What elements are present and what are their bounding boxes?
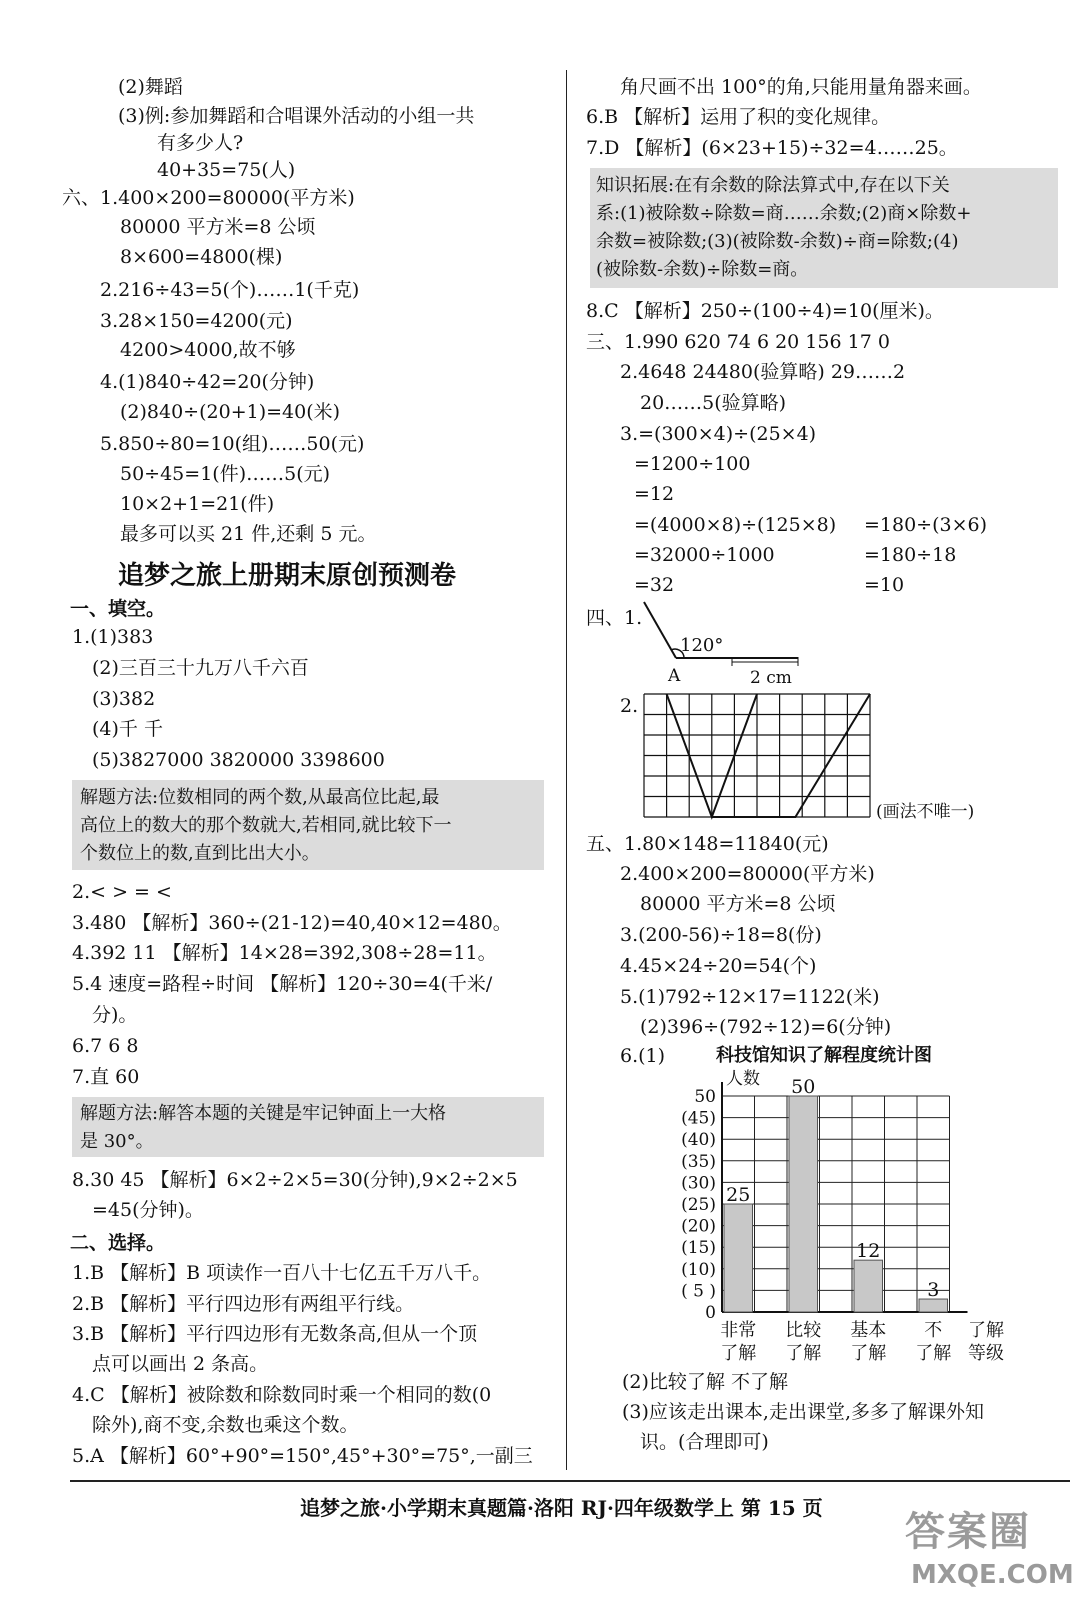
data-label: 50 bbox=[791, 1076, 816, 1098]
point-label: A bbox=[668, 666, 681, 686]
answer-line: 40+35=75(人) bbox=[157, 159, 296, 181]
answer-line: (3)例:参加舞蹈和合唱课外活动的小组一共 bbox=[118, 105, 475, 127]
answer-line: 7.D 【解析】(6×23+15)÷32=4……25。 bbox=[586, 137, 958, 159]
data-label: 12 bbox=[856, 1240, 881, 1263]
tip-line: (被除数-余数)÷除数=商。 bbox=[596, 259, 809, 280]
answer-line: 2.4648 24480(验算略) 29……2 bbox=[620, 361, 906, 383]
tip-line: 系:(1)被除数÷除数=商……余数;(2)商×除数+ bbox=[596, 203, 972, 224]
y-tick-label: 0 bbox=[705, 1303, 716, 1323]
answer-line: 6.B 【解析】运用了积的变化规律。 bbox=[586, 106, 891, 128]
column-divider bbox=[566, 70, 567, 1470]
part-heading: 二、选择。 bbox=[70, 1232, 166, 1254]
answer-line: 五、1.80×148=11840(元) bbox=[586, 833, 829, 855]
answer-line: =32 bbox=[634, 574, 675, 596]
answer-line: 最多可以买 21 件,还剩 5 元。 bbox=[120, 523, 377, 545]
answer-line: 角尺画不出 100°的角,只能用量角器来画。 bbox=[620, 76, 982, 98]
answer-line: (2)三百三十九万八千六百 bbox=[92, 657, 309, 679]
tip-line: 是 30°。 bbox=[80, 1131, 154, 1152]
y-tick-label: (45) bbox=[681, 1108, 716, 1129]
answer-line: 3.480 【解析】360÷(21-12)=40,40×12=480。 bbox=[72, 912, 512, 934]
answer-line: 50÷45=1(件)……5(元) bbox=[120, 463, 331, 485]
answer-line: (2)396÷(792÷12)=6(分钟) bbox=[640, 1016, 892, 1038]
answer-line: 4.C 【解析】被除数和除数同时乘一个相同的数(0 bbox=[72, 1384, 492, 1406]
y-tick-label: (40) bbox=[681, 1130, 716, 1151]
y-tick-label: (15) bbox=[681, 1238, 716, 1259]
answer-line: 分)。 bbox=[92, 1004, 138, 1026]
answer-line: 4.392 11 【解析】14×28=392,308÷28=11。 bbox=[72, 942, 497, 964]
section-title: 追梦之旅上册期末原创预测卷 bbox=[118, 561, 457, 591]
answer-line: 2.216÷43=5(个)……1(千克) bbox=[100, 279, 360, 301]
answer-line: 六、1.400×200=80000(平方米) bbox=[62, 187, 355, 209]
category-label: 非常 bbox=[720, 1320, 757, 1341]
answer-line: (2)舞蹈 bbox=[118, 76, 183, 98]
category-label: 了解 bbox=[785, 1343, 822, 1364]
y-tick-label: (20) bbox=[681, 1216, 716, 1237]
y-tick-label: (30) bbox=[681, 1173, 716, 1194]
tip-line: 知识拓展:在有余数的除法算式中,存在以下关 bbox=[596, 175, 950, 196]
part-heading: 一、填空。 bbox=[70, 598, 166, 620]
question-label: 四、1. bbox=[586, 607, 643, 629]
answer-line: 4200>4000,故不够 bbox=[120, 339, 296, 361]
answer-line: 5.4 速度=路程÷时间 【解析】120÷30=4(千米/ bbox=[72, 973, 493, 995]
answer-line: 3.(200-56)÷18=8(份) bbox=[620, 924, 822, 946]
category-label: 了解 bbox=[720, 1343, 757, 1364]
bar bbox=[789, 1096, 818, 1312]
answer-line: =(4000×8)÷(125×8) bbox=[634, 514, 837, 536]
answer-line: 三、1.990 620 74 6 20 156 17 0 bbox=[586, 331, 890, 353]
answer-line: 识。(合理即可) bbox=[640, 1431, 769, 1453]
answer-line: (3)382 bbox=[92, 688, 156, 710]
answer-line: (5)3827000 3820000 3398600 bbox=[92, 749, 385, 771]
answer-line: 5.(1)792÷12×17=1122(米) bbox=[620, 986, 880, 1008]
tip-line: 解题方法:位数相同的两个数,从最高位比起,最 bbox=[80, 787, 440, 808]
y-tick-label: (10) bbox=[681, 1259, 716, 1280]
data-label: 25 bbox=[726, 1184, 751, 1206]
y-tick-label: (25) bbox=[681, 1195, 716, 1215]
tip-line: 高位上的数大的那个数就大,若相同,就比较下一 bbox=[80, 815, 452, 836]
answer-line: (3)应该走出课本,走出课堂,多多了解课外知 bbox=[622, 1401, 984, 1423]
answer-line: =12 bbox=[634, 483, 675, 505]
answer-line: 点可以画出 2 条高。 bbox=[92, 1353, 269, 1375]
category-label: 等级 bbox=[968, 1343, 1004, 1364]
footer-rule bbox=[70, 1480, 1070, 1482]
answer-line: 3.B 【解析】平行四边形有无数条高,但从一个顶 bbox=[72, 1323, 478, 1345]
category-label: 不 bbox=[924, 1320, 943, 1341]
y-tick-label: ( 5 ) bbox=[681, 1281, 716, 1302]
question-label: 2. bbox=[620, 695, 639, 717]
category-label: 了解 bbox=[915, 1343, 952, 1364]
answer-line: 80000 平方米=8 公顷 bbox=[640, 893, 836, 915]
category-label: 了解 bbox=[968, 1320, 1004, 1341]
category-label: 基本 bbox=[850, 1320, 887, 1341]
answer-line: 10×2+1=21(件) bbox=[120, 493, 275, 515]
answer-line: 3.28×150=4200(元) bbox=[100, 310, 293, 332]
bar-chart bbox=[572, 1066, 1072, 1366]
answer-line: 5.850÷80=10(组)……50(元) bbox=[100, 433, 365, 455]
tip-line: 解题方法:解答本题的关键是牢记钟面上一大格 bbox=[80, 1103, 447, 1124]
answer-line: (2)840÷(20+1)=40(米) bbox=[120, 401, 341, 423]
answer-line: =10 bbox=[864, 574, 905, 596]
answer-line: 8×600=4800(棵) bbox=[120, 246, 283, 268]
answer-line: 4.(1)840÷42=20(分钟) bbox=[100, 371, 315, 393]
chart-title: 科技馆知识了解程度统计图 bbox=[716, 1045, 932, 1066]
drawing-note: (画法不唯一) bbox=[876, 802, 975, 822]
answer-line: 1.B 【解析】B 项读作一百八十七亿五千万八千。 bbox=[72, 1262, 492, 1284]
answer-line: 5.A 【解析】60°+90°=150°,45°+30°=75°,一副三 bbox=[72, 1445, 533, 1467]
trapezoid-grid bbox=[642, 692, 872, 822]
answer-line: 3.=(300×4)÷(25×4) bbox=[620, 423, 817, 445]
tip-line: 余数=被除数;(3)(被除数-余数)÷商=除数;(4) bbox=[596, 231, 959, 252]
answer-line: =180÷(3×6) bbox=[864, 514, 988, 536]
length-label: 2 cm bbox=[750, 668, 792, 688]
data-label: 3 bbox=[927, 1279, 940, 1302]
watermark-logo bbox=[905, 1500, 1075, 1595]
y-axis-label: 人数 bbox=[726, 1069, 760, 1089]
answer-line: (2)比较了解 不了解 bbox=[622, 1371, 788, 1393]
y-tick-label: (35) bbox=[681, 1151, 716, 1172]
answer-line: 有多少人? bbox=[157, 132, 244, 154]
angle-label: 120° bbox=[680, 635, 724, 656]
answer-line: =45(分钟)。 bbox=[92, 1199, 204, 1221]
answer-line: 80000 平方米=8 公顷 bbox=[120, 216, 316, 238]
answer-line: 2.B 【解析】平行四边形有两组平行线。 bbox=[72, 1293, 415, 1315]
answer-line: 6.7 6 8 bbox=[72, 1035, 139, 1057]
y-tick-label: 50 bbox=[694, 1087, 716, 1107]
answer-line: =180÷18 bbox=[864, 544, 957, 566]
page-footer: 追梦之旅·小学期末真题篇·洛阳 RJ·四年级数学上 第 15 页 bbox=[300, 1496, 823, 1520]
answer-line: 8.30 45 【解析】6×2÷2×5=30(分钟),9×2÷2×5 bbox=[72, 1169, 518, 1191]
answer-line: 7.直 60 bbox=[72, 1066, 140, 1088]
answer-line: 4.45×24÷20=54(个) bbox=[620, 955, 817, 977]
answer-line: 1.(1)383 bbox=[72, 626, 154, 648]
answer-line: 2.< > = < bbox=[72, 881, 172, 903]
category-label: 比较 bbox=[785, 1320, 822, 1341]
answer-line: 20……5(验算略) bbox=[640, 392, 787, 414]
watermark-url: MXQE.COM bbox=[911, 1560, 1074, 1590]
bar bbox=[854, 1260, 883, 1312]
answer-line: =32000÷1000 bbox=[634, 544, 775, 566]
answer-line: 2.400×200=80000(平方米) bbox=[620, 863, 875, 885]
answer-line: =1200÷100 bbox=[634, 453, 751, 475]
watermark-text: 答案圈 bbox=[905, 1509, 1031, 1555]
tip-line: 个数位上的数,直到比出大小。 bbox=[80, 843, 320, 864]
answer-line: (4)千 千 bbox=[92, 718, 163, 740]
answer-line: 除外),商不变,余数也乘这个数。 bbox=[92, 1414, 359, 1436]
bar bbox=[724, 1204, 753, 1312]
answer-line: 8.C 【解析】250÷(100÷4)=10(厘米)。 bbox=[586, 300, 944, 322]
question-label: 6.(1) bbox=[620, 1045, 666, 1067]
category-label: 了解 bbox=[850, 1343, 887, 1364]
